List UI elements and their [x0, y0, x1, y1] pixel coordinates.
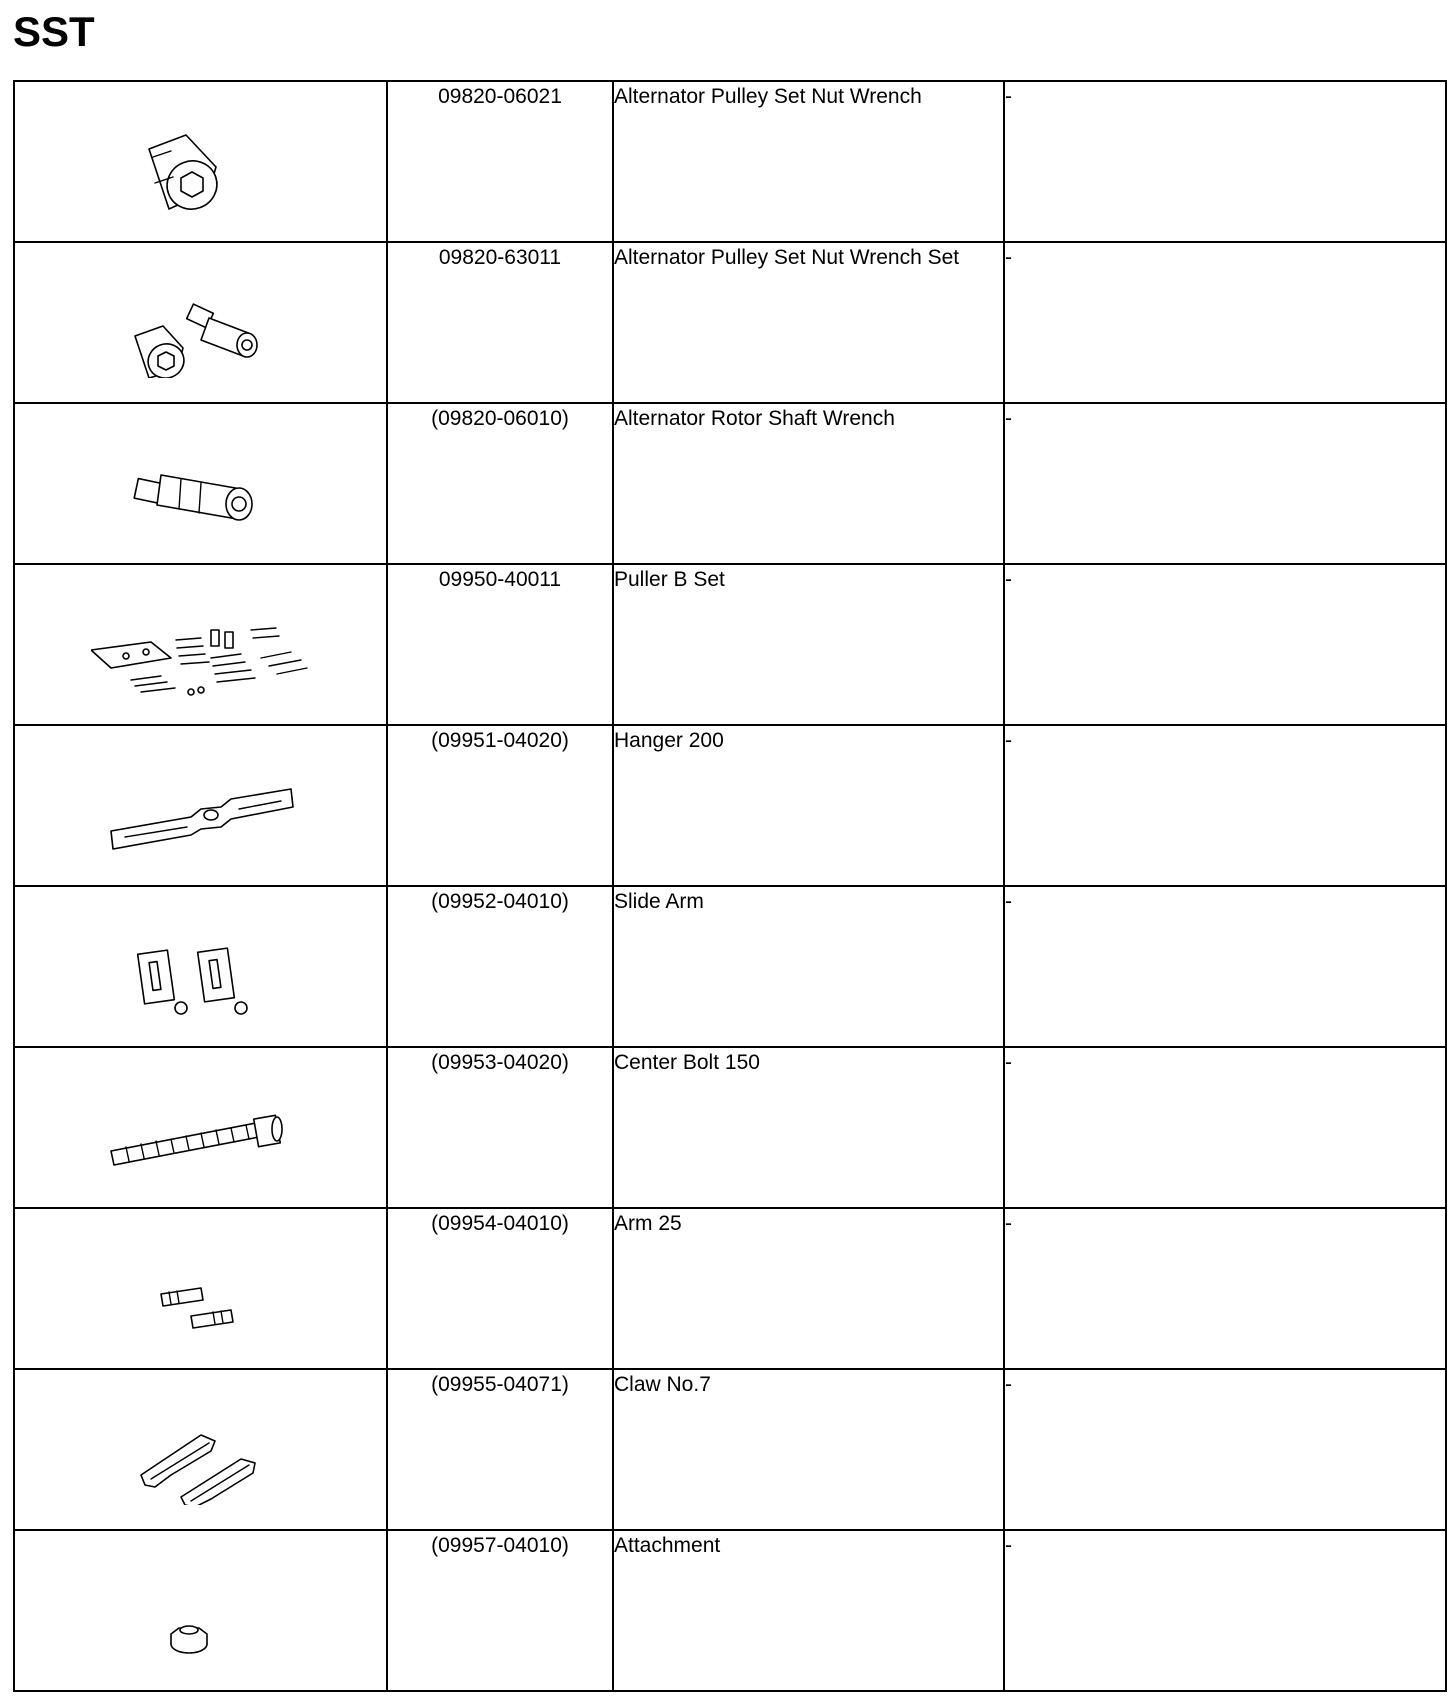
tool-name: Alternator Pulley Set Nut Wrench — [613, 81, 1004, 242]
part-number: (09820-06010) — [387, 403, 613, 564]
tool-name: Attachment — [613, 1530, 1004, 1691]
tool-note: - — [1004, 1369, 1446, 1530]
tool-illustration-cell — [14, 403, 387, 564]
nut-wrench-socket-icon — [91, 127, 311, 217]
tool-note: - — [1004, 564, 1446, 725]
part-number: (09955-04071) — [387, 1369, 613, 1530]
part-number: 09950-40011 — [387, 564, 613, 725]
tool-illustration-cell — [14, 242, 387, 403]
tool-illustration-cell — [14, 1369, 387, 1530]
tool-note: - — [1004, 886, 1446, 1047]
tool-illustration-cell — [14, 81, 387, 242]
tool-name: Alternator Pulley Set Nut Wrench Set — [613, 242, 1004, 403]
tool-name: Slide Arm — [613, 886, 1004, 1047]
part-number: (09957-04010) — [387, 1530, 613, 1691]
arm-icon — [91, 1254, 311, 1344]
puller-set-icon — [91, 610, 311, 700]
part-number: 09820-06021 — [387, 81, 613, 242]
part-number: (09952-04010) — [387, 886, 613, 1047]
tool-name: Claw No.7 — [613, 1369, 1004, 1530]
part-number: (09953-04020) — [387, 1047, 613, 1208]
tool-illustration-cell — [14, 1208, 387, 1369]
table-row — [14, 1369, 1446, 1530]
table-row — [14, 242, 1446, 403]
tool-name: Alternator Rotor Shaft Wrench — [613, 403, 1004, 564]
tool-note: - — [1004, 242, 1446, 403]
part-number: 09820-63011 — [387, 242, 613, 403]
tool-note: - — [1004, 81, 1446, 242]
table-row — [14, 1047, 1446, 1208]
attachment-icon — [91, 1576, 311, 1666]
tool-name: Puller B Set — [613, 564, 1004, 725]
part-number: (09954-04010) — [387, 1208, 613, 1369]
tool-name: Arm 25 — [613, 1208, 1004, 1369]
claw-icon — [91, 1415, 311, 1505]
table-row — [14, 81, 1446, 242]
tool-note: - — [1004, 1047, 1446, 1208]
center-bolt-icon — [91, 1093, 311, 1183]
table-row — [14, 403, 1446, 564]
tool-illustration-cell — [14, 886, 387, 1047]
hanger-icon — [91, 771, 311, 861]
tool-name: Center Bolt 150 — [613, 1047, 1004, 1208]
rotor-shaft-wrench-icon — [91, 449, 311, 539]
tool-note: - — [1004, 1208, 1446, 1369]
nut-wrench-set-icon — [91, 288, 311, 378]
table-row — [14, 725, 1446, 886]
tool-note: - — [1004, 725, 1446, 886]
tool-illustration-cell — [14, 564, 387, 725]
slide-arm-icon — [91, 932, 311, 1022]
tool-name: Hanger 200 — [613, 725, 1004, 886]
table-row — [14, 886, 1446, 1047]
page-title: SST — [13, 8, 95, 55]
tool-illustration-cell — [14, 1530, 387, 1691]
table-row — [14, 1530, 1446, 1691]
sst-table — [13, 80, 1447, 1692]
tool-illustration-cell — [14, 725, 387, 886]
part-number: (09951-04020) — [387, 725, 613, 886]
table-row — [14, 564, 1446, 725]
table-row — [14, 1208, 1446, 1369]
tool-note: - — [1004, 403, 1446, 564]
tool-note: - — [1004, 1530, 1446, 1691]
tool-illustration-cell — [14, 1047, 387, 1208]
